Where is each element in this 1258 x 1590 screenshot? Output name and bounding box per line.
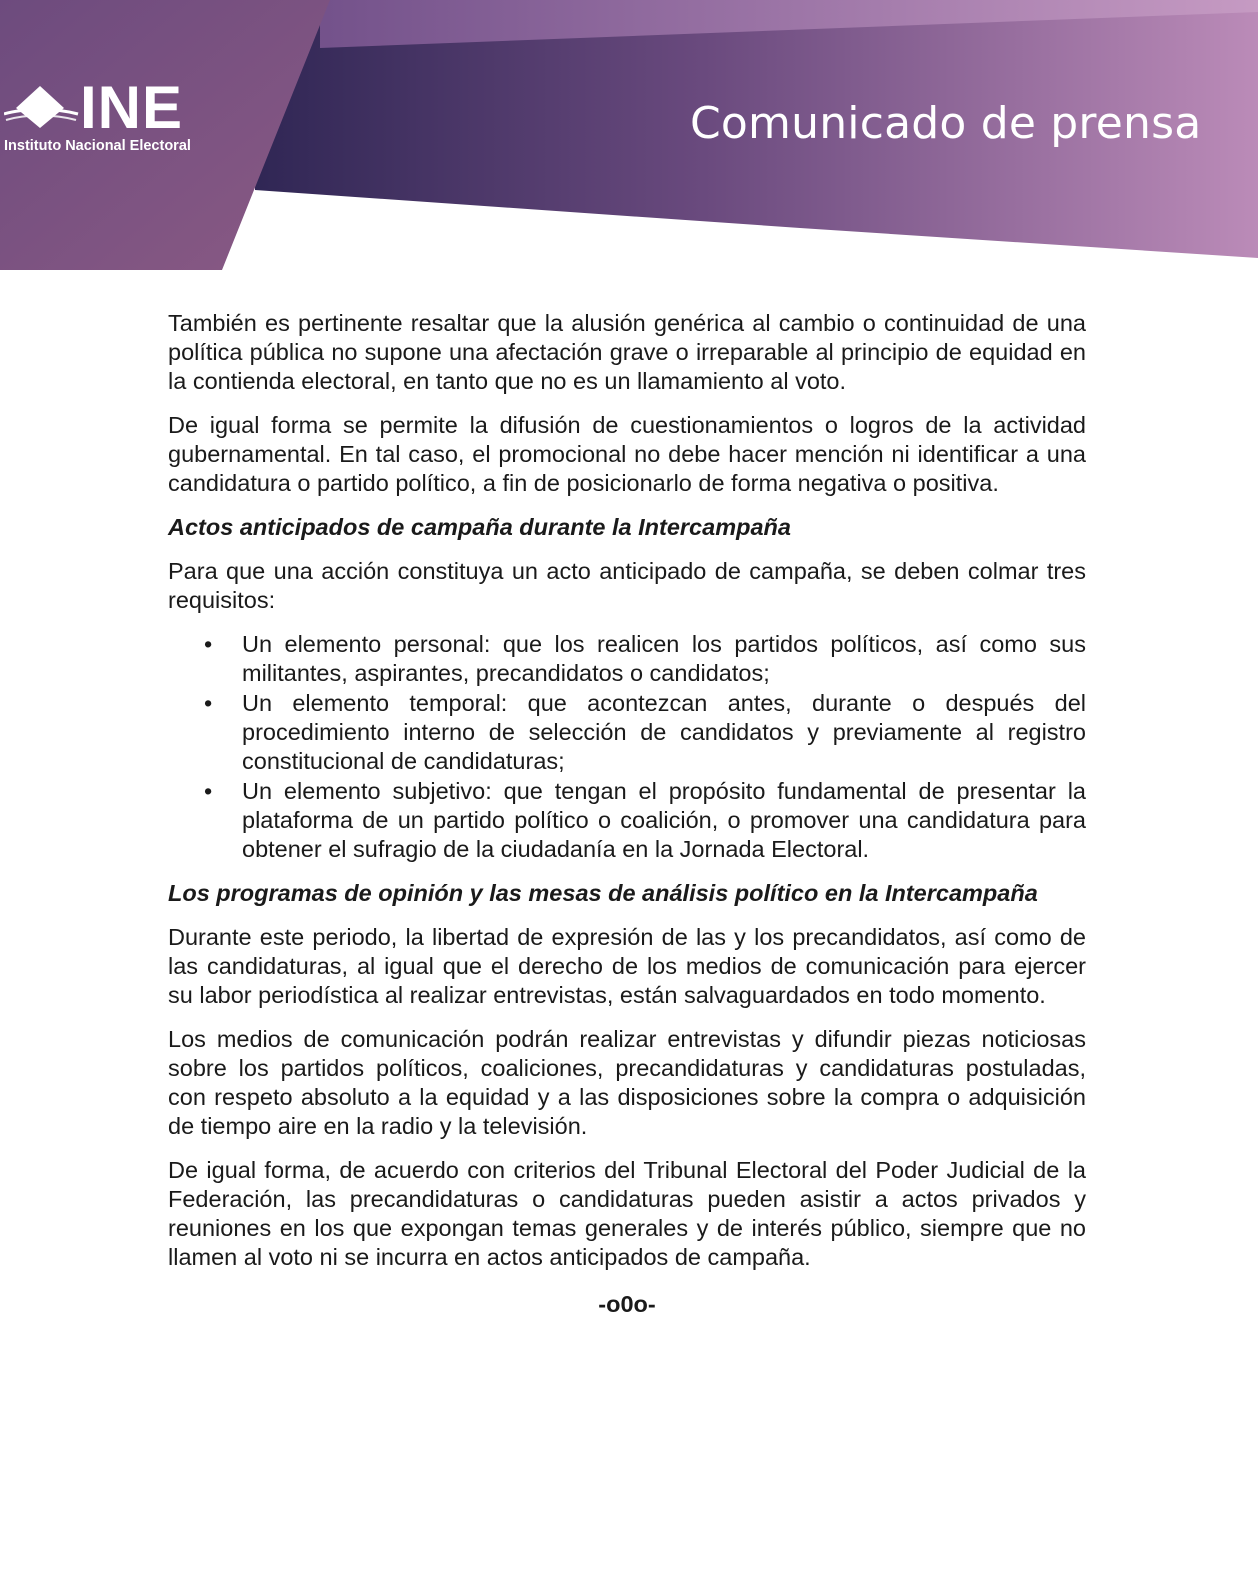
- requirements-list: [168, 630, 1086, 864]
- header-banner: [0, 0, 1258, 280]
- section-heading: Actos anticipados de campaña durante la Intercampaña: [168, 514, 791, 540]
- section-heading: Los programas de opinión y las mesas de análisis político en la Intercampaña: [168, 880, 1038, 906]
- list-item-text: Un elemento temporal: que acontezcan antes, durante o después del procedimiento interno de selección de candidatos y previamente al registro constitucional de candidaturas;: [242, 690, 1086, 774]
- list-item: [204, 630, 1086, 688]
- ine-diamond-icon: [4, 84, 80, 136]
- paragraph: Los medios de comunicación podrán realizar entrevistas y difundir piezas noticiosas sobre los partidos políticos, coaliciones, precandidaturas y candidaturas postuladas, con respeto absoluto a la equidad y a las disposiciones sobre la compra o adquisición de tiempo aire en la radio y la televisión.: [168, 1026, 1086, 1139]
- paragraph: También es pertinente resaltar que la alusión genérica al cambio o continuidad de una política pública no supone una afectación grave o irreparable al principio de equidad en la contienda electoral, en tanto que no es un llamamiento al voto.: [168, 310, 1086, 394]
- paragraph: Durante este periodo, la libertad de expresión de las y los precandidatos, así como de las candidaturas, al igual que el derecho de los medios de comunicación para ejercer su labor periodística al realizar entrevistas, están salvaguardados en todo momento.: [168, 924, 1086, 1008]
- list-item-text: Un elemento subjetivo: que tengan el propósito fundamental de presentar la plataforma de un partido político o coalición, o promover una candidatura para obtener el sufragio de la ciudadanía en la Jornada Electoral.: [242, 778, 1086, 862]
- page-title: Comunicado de prensa: [690, 98, 1202, 149]
- logo-subtitle: Instituto Nacional Electoral: [4, 138, 191, 154]
- ine-logo: [4, 74, 234, 164]
- closing-mark: -o0o-: [598, 1291, 656, 1317]
- list-item: [204, 689, 1086, 776]
- bullet-icon: •: [204, 778, 213, 804]
- bullet-icon: •: [204, 690, 213, 716]
- paragraph: De igual forma se permite la difusión de cuestionamientos o logros de la actividad gubernamental. En tal caso, el promocional no debe hacer mención ni identificar a una candidatura o partido político, a fin de posicionarlo de forma negativa o positiva.: [168, 412, 1086, 496]
- list-item: [204, 777, 1086, 864]
- bullet-icon: •: [204, 631, 213, 657]
- list-item-text: Un elemento personal: que los realicen los partidos políticos, así como sus militantes, aspirantes, precandidatos o candidatos;: [242, 631, 1086, 686]
- logo-wordmark: INE: [80, 74, 184, 141]
- document-body: [168, 309, 1086, 1334]
- paragraph: Para que una acción constituya un acto anticipado de campaña, se deben colmar tres requisitos:: [168, 558, 1086, 613]
- paragraph: De igual forma, de acuerdo con criterios del Tribunal Electoral del Poder Judicial de la Federación, las precandidaturas o candidaturas pueden asistir a actos privados y reuniones en los que expongan temas generales y de interés público, siempre que no llamen al voto ni se incurra en actos anticipados de campaña.: [168, 1157, 1086, 1270]
